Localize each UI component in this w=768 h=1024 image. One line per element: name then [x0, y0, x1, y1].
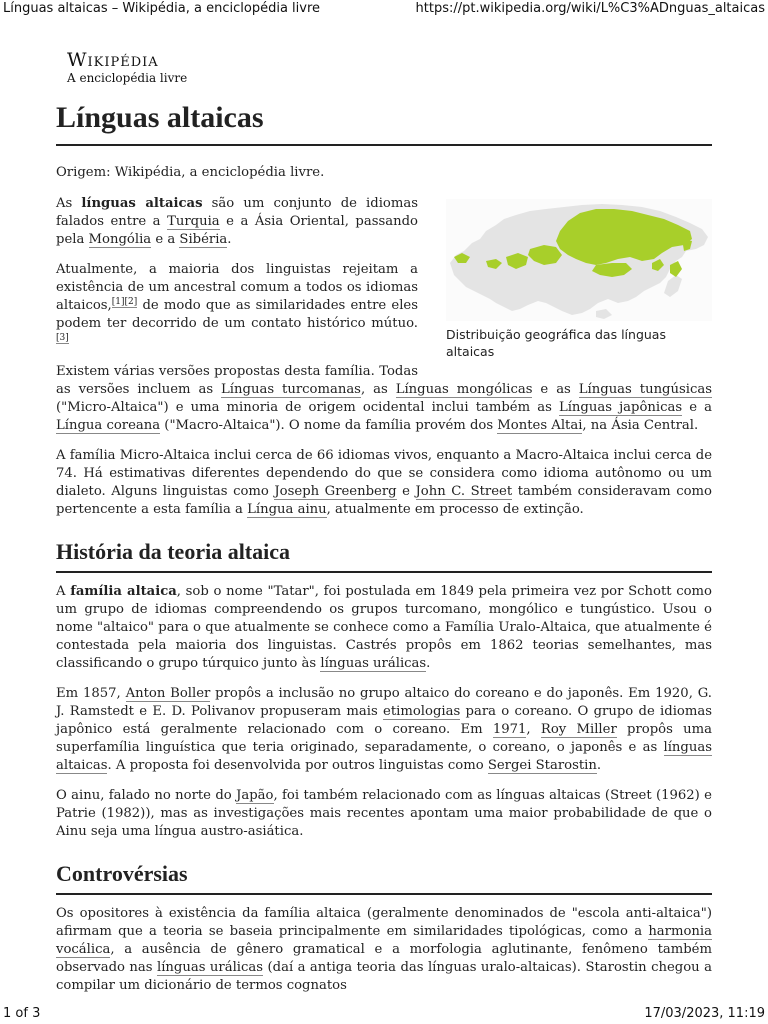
controversies-paragraph-1 — [56, 905, 712, 995]
text-run: , sob o nome "Tatar", foi postulada em 1849 pela primeira vez por Schott como um grupo de idiomas compreendendo os grupos turcomano, mongólico e tungústico. Usou o nome "altaico" para o que atualmente se conhece como a Família Uralo-Altaica, que atualmente é contestada pela maioria dos linguistas. Castrés propôs em 1862 teorias semelhantes, mas classificando o grupo túrquico junto às — [56, 584, 712, 671]
text-run: propôs uma superfamília linguística que teria originado, separadamente, o coreano, o japonês e as — [56, 722, 712, 755]
history-paragraph-2 — [56, 685, 712, 775]
bold-term: família altaica — [70, 584, 177, 599]
text-run: e — [396, 484, 416, 499]
link-japao[interactable]: Japão — [236, 788, 274, 803]
link-sergei-starostin[interactable]: Sergei Starostin — [487, 758, 597, 773]
link-linguas-uralicas[interactable]: línguas urálicas — [320, 656, 427, 671]
article-content — [56, 98, 712, 1007]
link-joseph-greenberg[interactable]: Joseph Greenberg — [274, 484, 397, 499]
text-run: , a ausência de gênero gramatical e a morfologia aglutinante, fenômeno também observado nas — [56, 942, 712, 975]
text-run: , as — [360, 382, 396, 397]
link-anton-boller[interactable]: Anton Boller — [125, 686, 211, 701]
link-linguas-altaicas[interactable]: línguas altaicas — [56, 740, 712, 773]
print-header — [0, 0, 768, 20]
link-linguas-turcomanas[interactable]: Línguas turcomanas — [221, 382, 361, 397]
text-run: e as — [532, 382, 579, 397]
link-lingua-ainu[interactable]: Língua ainu — [247, 502, 327, 517]
text-run: ("Micro-Altaica") e uma minoria de origem ocidental inclui também as — [56, 400, 559, 415]
logo-wordmark: Wikipédia — [67, 49, 159, 71]
link-linguas-uralicas-2[interactable]: línguas urálicas — [156, 960, 264, 975]
page-title: Línguas altaicas — [56, 98, 712, 146]
intro-paragraph-3 — [56, 363, 712, 435]
text-run: . — [227, 232, 232, 247]
text-run: e a — [682, 400, 712, 415]
text-run: Os opositores à existência da família altaica (geralmente denominados de "escola anti-altaica") afirmam que a teoria se baseia principalmente em similaridades tipológicas, como a — [56, 906, 712, 939]
link-linguas-mongolicas[interactable]: Línguas mongólicas — [395, 382, 533, 397]
figure-caption: Distribuição geográfica das línguas altaicas — [446, 327, 666, 359]
text-run: e a — [151, 232, 180, 247]
text-run: O ainu, falado no norte do — [56, 788, 237, 803]
print-header-title: Línguas altaicas – Wikipédia, a enciclopédia livre — [3, 1, 321, 16]
text-run: ("Macro-Altaica"). O nome da família provém dos — [160, 418, 498, 433]
text-run: propôs a inclusão no grupo altaico do coreano e do japonês. Em 1920, G. J. Ramstedt e E. D. Polivanov propuseram mais — [56, 686, 712, 719]
text-run: A família Micro-Altaica inclui cerca de 66 idiomas vivos, enquanto a Macro-Altaica inclui cerca de 74. Há estimativas diferentes dependendo do que se considera como idioma autônomo ou um dialeto. Alguns linguistas como — [56, 448, 712, 499]
origin-note: Origem: Wikipédia, a enciclopédia livre. — [56, 165, 325, 180]
wikipedia-logo[interactable] — [67, 50, 187, 85]
text-run: Em 1857, — [56, 686, 126, 701]
history-paragraph-3 — [56, 787, 712, 841]
text-run: também consideravam como pertencente a esta família a — [56, 484, 712, 517]
section-heading-historia: História da teoria altaica — [56, 537, 712, 573]
citation-3[interactable]: [3] — [56, 332, 69, 343]
link-mongolia[interactable]: Mongólia — [88, 232, 152, 247]
link-roy-miller[interactable]: Roy Miller — [540, 722, 617, 737]
link-john-c-street[interactable]: John C. Street — [415, 484, 513, 499]
link-etimologias[interactable]: etimologias — [383, 704, 461, 719]
text-run: e a Ásia Oriental, passando pela — [56, 214, 419, 247]
link-siberia[interactable]: Sibéria — [179, 232, 228, 247]
text-run: , foi também relacionado com as línguas altaicas (Street (1962) e Patrie (1982)), mas as investigações mais recentes apontam uma maior probabilidade de que o Ainu seja uma língua austro-asiática. — [56, 788, 712, 839]
citation-2[interactable]: [2] — [124, 296, 138, 307]
link-linguas-tungusicas[interactable]: Línguas tungúsicas — [578, 382, 712, 397]
text-run: são um conjunto de idiomas falados entre a — [56, 196, 419, 229]
text-run: , — [526, 722, 541, 737]
link-lingua-coreana[interactable]: Língua coreana — [56, 418, 161, 433]
link-1971[interactable]: 1971 — [492, 722, 527, 737]
print-footer — [0, 1004, 768, 1024]
link-montes-altai[interactable]: Montes Altai — [497, 418, 583, 433]
link-turquia[interactable]: Turquia — [167, 214, 220, 229]
print-timestamp: 17/03/2023, 11:19 — [644, 1006, 765, 1021]
text-run: Atualmente, a maioria dos linguistas rejeitam a existência de um ancestral comum a todos os idiomas altaicos, — [56, 262, 418, 313]
text-run: . A proposta foi desenvolvida por outros linguistas como — [107, 758, 488, 773]
distribution-map-graphic — [446, 199, 712, 321]
text-run: Existem várias versões propostas desta família. Todas as versões incluem as — [56, 364, 418, 397]
link-harmonia-vocalica[interactable]: harmonia vocálica — [56, 924, 712, 957]
citation-1[interactable]: [1] — [111, 296, 125, 307]
text-run: . — [426, 656, 431, 671]
text-run: de modo que as similaridades entre eles podem ter decorrido de um contato histórico mútuo. — [56, 298, 418, 331]
map-figure — [446, 199, 712, 360]
text-run: A — [56, 584, 71, 599]
section-heading-controversias: Controvérsias — [56, 859, 712, 895]
history-paragraph-1 — [56, 583, 712, 673]
text-run: . — [596, 758, 602, 773]
distribution-map[interactable] — [446, 199, 712, 321]
print-header-url: https://pt.wikipedia.org/wiki/L%C3%ADnguas_altaicas — [415, 1, 765, 16]
logo-tagline: A enciclopédia livre — [67, 71, 188, 85]
bold-term: línguas altaicas — [81, 196, 203, 211]
text-run: (daí a antiga teoria das línguas uralo-altaicas). Starostin chegou a compilar um dicionário de termos cognatos — [56, 960, 712, 993]
text-run: , atualmente em processo de extinção. — [326, 502, 584, 517]
page-indicator: 1 of 3 — [3, 1006, 41, 1021]
text-run: para o coreano. O grupo de idiomas japônico está geralmente relacionado com o coreano. Em — [56, 704, 712, 737]
intro-paragraph-4 — [56, 447, 712, 519]
text-run: As — [56, 196, 82, 211]
link-linguas-japonicas[interactable]: Línguas japônicas — [558, 400, 683, 415]
text-run: , na Ásia Central. — [582, 418, 699, 433]
